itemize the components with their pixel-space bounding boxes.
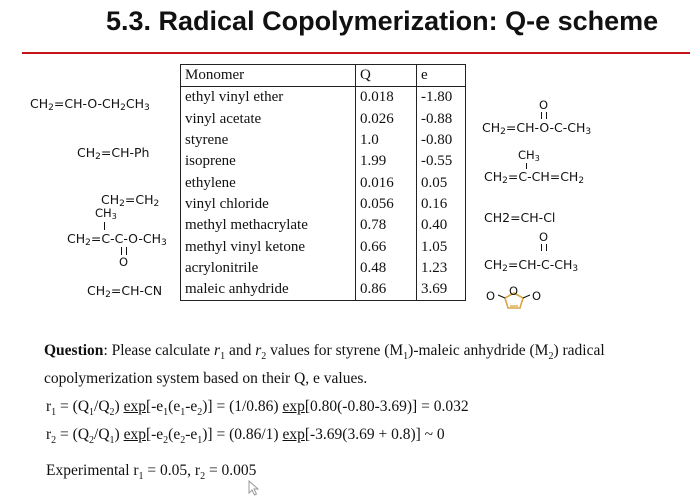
table-row	[181, 130, 466, 151]
structure-mma-oxygen: O	[119, 255, 129, 269]
structure-acrylonitrile: $CH_2=CH-CN$	[87, 283, 163, 300]
table-header-cell: Monomer	[181, 65, 356, 87]
table-row	[181, 215, 466, 236]
q-value-cell: 0.86	[356, 279, 417, 301]
equation-r2: $r_2 = (Q_2/Q_1) \exp[-e_2(e_2-e_1)] = (0.86/1) \exp[-3.69(3.69 + 0.8)]$ ~ 0	[46, 426, 445, 447]
structure-vinyl-chloride: CH2=CH-Cl	[484, 210, 556, 225]
monomer-cell: ethylene	[181, 172, 356, 193]
mma-methyl-bond	[104, 222, 105, 230]
mvk-carbonyl-bond	[541, 244, 547, 251]
monomer-cell: styrene	[181, 130, 356, 151]
monomer-cell: vinyl chloride	[181, 194, 356, 215]
table-row	[181, 236, 466, 257]
e-value-cell: 0.16	[417, 194, 466, 215]
monomer-cell: methyl vinyl ketone	[181, 236, 356, 257]
table-header-cell: e	[417, 65, 466, 87]
equation-r1: $r_1 = (Q_1/Q_2) \exp[-e_1(e_1-e_2)] = (1/0.86) \exp[0.80(-0.80-3.69)] = 0.032$	[46, 398, 469, 419]
q-value-cell: 0.056	[356, 194, 417, 215]
vinyl-acetate-carbonyl-bond	[541, 112, 547, 119]
e-value-cell: -0.88	[417, 109, 466, 130]
table-header-row	[181, 65, 466, 87]
monomer-cell: methyl methacrylate	[181, 215, 356, 236]
structure-mvk: $CH_2=CH-C-CH_3$	[484, 257, 579, 274]
question-text: Question: Please calculate $r_1$ and $r_2$ values for styrene $(M_1)$-maleic anhydride $(M_2)$ radical copolymerization system based on their Q, e values.	[44, 342, 605, 388]
e-value-cell: 0.05	[417, 172, 466, 193]
monomer-cell: isoprene	[181, 151, 356, 172]
monomer-cell: maleic anhydride	[181, 279, 356, 301]
e-value-cell: -0.55	[417, 151, 466, 172]
title-divider	[22, 52, 690, 54]
e-value-cell: 1.05	[417, 236, 466, 257]
maleic-anhydride-oxygen-right: O	[532, 289, 542, 303]
structure-mvk-oxygen: O	[539, 230, 549, 244]
e-value-cell: 0.40	[417, 215, 466, 236]
table-row	[181, 279, 466, 301]
e-value-cell: 1.23	[417, 258, 466, 279]
table-row	[181, 151, 466, 172]
structure-mma-methyl: $CH_3$	[95, 206, 117, 221]
structure-isoprene: $CH_2=C-CH=CH_2$	[484, 169, 585, 186]
monomer-cell: acrylonitrile	[181, 258, 356, 279]
e-value-cell: -1.80	[417, 87, 466, 109]
q-value-cell: 0.018	[356, 87, 417, 109]
table-row	[181, 109, 466, 130]
mouse-pointer-icon	[248, 480, 260, 496]
table-header-cell: Q	[356, 65, 417, 87]
monomer-cell: ethyl vinyl ether	[181, 87, 356, 109]
q-value-cell: 0.48	[356, 258, 417, 279]
q-value-cell: 0.66	[356, 236, 417, 257]
page-title: 5.3. Radical Copolymerization: Q-e scheme	[106, 6, 659, 36]
q-value-cell: 1.99	[356, 151, 417, 172]
structure-ethyl-vinyl-ether: $CH_2=CH-O-CH_2CH_3$	[30, 96, 150, 113]
question-label: Question	[44, 342, 104, 359]
maleic-anhydride-oxygen-left: O	[486, 289, 496, 303]
qe-table	[180, 64, 466, 301]
table-row	[181, 258, 466, 279]
table-row	[181, 194, 466, 215]
q-value-cell: 0.78	[356, 215, 417, 236]
e-value-cell: 3.69	[417, 279, 466, 301]
structure-styrene: $CH_2=CH-Ph$	[77, 145, 150, 162]
table-row	[181, 172, 466, 193]
maleic-anhydride-oxygen-ring: O	[509, 284, 519, 298]
q-value-cell: 0.016	[356, 172, 417, 193]
q-value-cell: 1.0	[356, 130, 417, 151]
monomer-cell: vinyl acetate	[181, 109, 356, 130]
equation-experimental: Experimental $r_1 = 0.05$, $r_2 = 0.005$	[46, 462, 257, 483]
structure-vinyl-acetate-oxygen: O	[539, 98, 549, 112]
structure-isoprene-methyl: $CH_3$	[518, 148, 540, 163]
mma-carbonyl-bond	[121, 247, 127, 255]
e-value-cell: -0.80	[417, 130, 466, 151]
q-value-cell: 0.026	[356, 109, 417, 130]
structure-mma: $CH_2=C-C-O-CH_3$	[67, 231, 167, 248]
structure-ethylene: $CH_2=CH_2$	[101, 192, 160, 209]
structure-vinyl-acetate: $CH_2=CH-O-C-CH_3$	[482, 120, 592, 137]
table-row	[181, 87, 466, 109]
